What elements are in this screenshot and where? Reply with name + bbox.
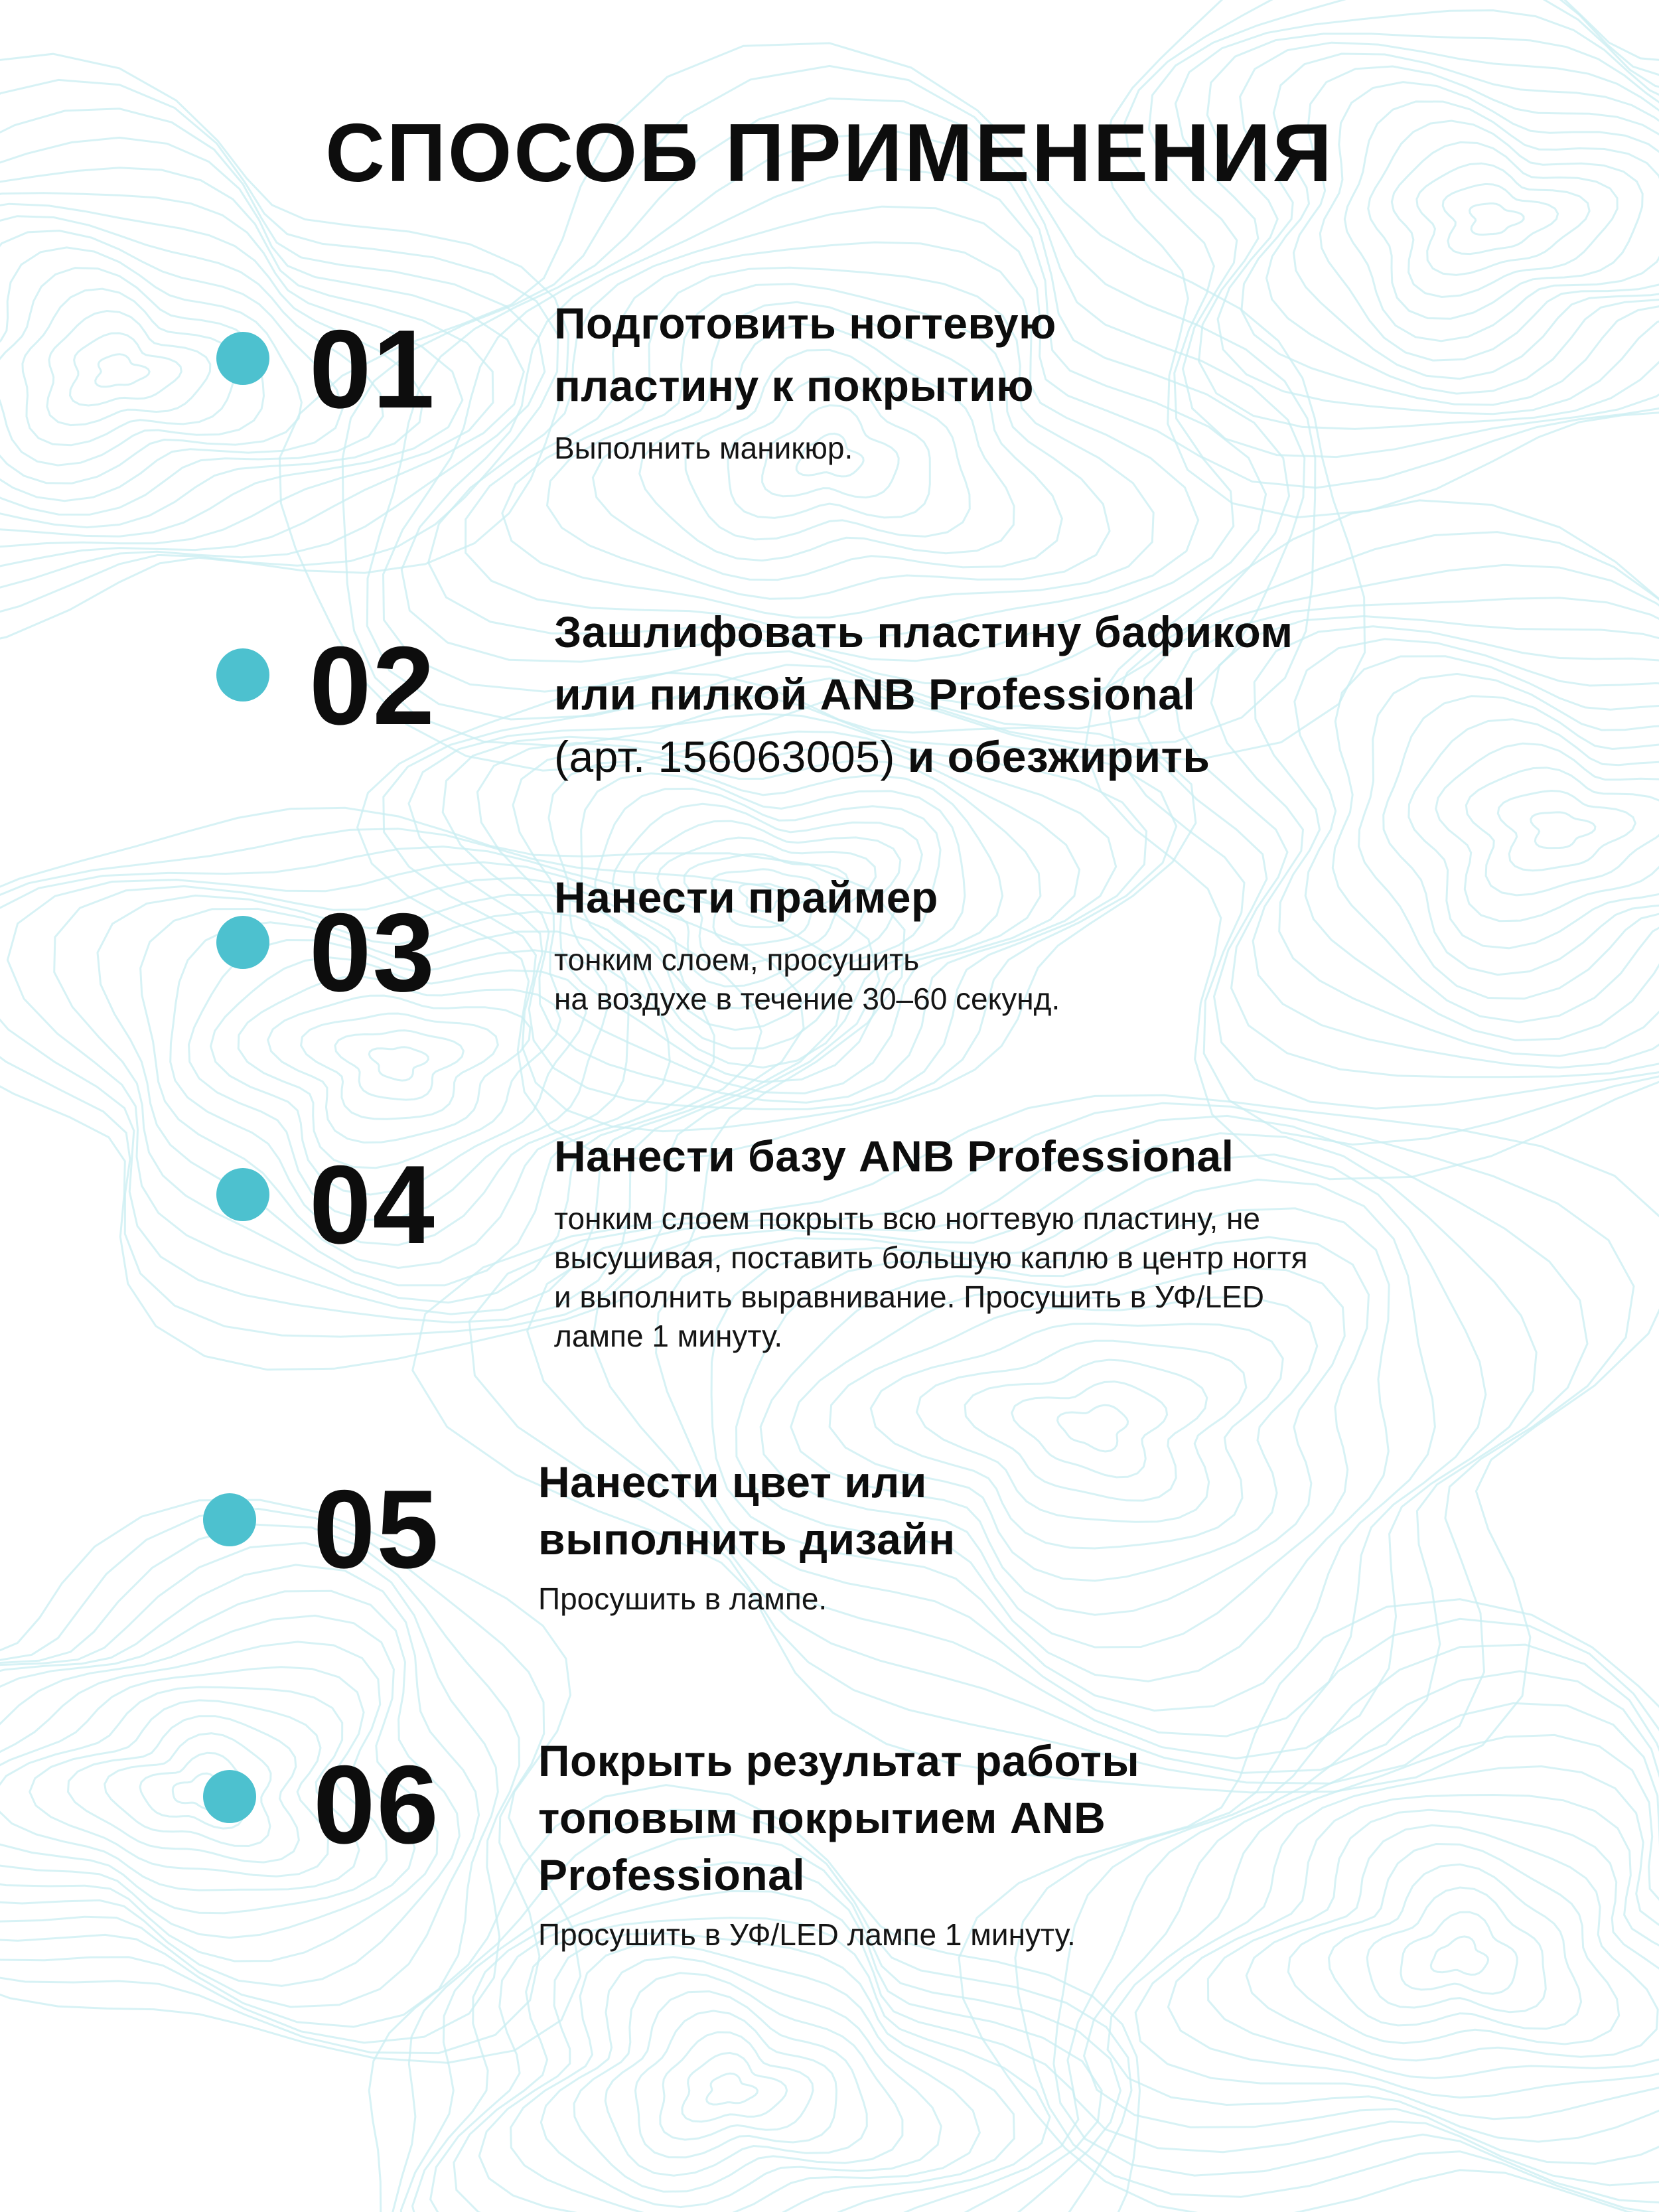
- step-heading-line: [554, 725, 1293, 788]
- contour-line: [605, 1992, 867, 2176]
- contour-line: [1267, 54, 1659, 394]
- contour-line: [301, 1013, 498, 1119]
- step-heading-line: Зашлифовать пластину бафиком: [554, 607, 1293, 656]
- step-heading-line: пластину к покрытию: [554, 361, 1035, 410]
- contour-line: [1295, 639, 1659, 1041]
- step-heading-line: Professional: [538, 1850, 806, 1899]
- step-bullet-icon: [216, 1168, 269, 1221]
- step-bullet-icon: [216, 916, 269, 969]
- contour-line: [1208, 1810, 1659, 2078]
- step-description-line: высушивая, поставить большую каплю в центр ногтя: [554, 1240, 1308, 1275]
- step-bullet-icon: [216, 648, 269, 701]
- step-description: [538, 1915, 1139, 1954]
- step-heading-tail: и обезжирить: [895, 732, 1210, 781]
- step-heading-line: Подготовить ногтевую: [554, 299, 1056, 348]
- step-description-line: и выполнить выравнивание. Просушить в УФ/LED: [554, 1280, 1264, 1314]
- contour-line: [1125, 0, 1659, 488]
- contour-line: [916, 1341, 1246, 1522]
- step-text: [554, 866, 1060, 1019]
- step-heading-line: выполнить дизайн: [538, 1514, 956, 1564]
- step-heading: [554, 866, 1060, 928]
- contour-line: [636, 2011, 837, 2158]
- contour-line: [1012, 1382, 1167, 1477]
- contour-line: [511, 1945, 980, 2212]
- contour-line: [574, 1973, 902, 2192]
- step-number: 05: [313, 1467, 440, 1591]
- article-number: (арт. 156063005): [554, 732, 895, 781]
- step-number: 01: [309, 307, 436, 431]
- step-heading: [554, 292, 1056, 417]
- contour-line: [1531, 812, 1595, 848]
- step-description-line: Выполнить маникюр.: [554, 431, 853, 465]
- contour-line: [1240, 42, 1659, 405]
- contour-line: [0, 231, 342, 501]
- step-bullet-icon: [203, 1493, 256, 1546]
- step-text: [538, 1453, 956, 1619]
- contour-line: [68, 1716, 299, 1862]
- contour-line: [1431, 1937, 1488, 1975]
- contour-line: [660, 2032, 813, 2140]
- step-heading: [538, 1453, 956, 1568]
- contour-line: [1367, 1887, 1546, 2012]
- step-bullet-icon: [216, 332, 269, 385]
- step-description-line: лампе 1 минуту.: [554, 1319, 783, 1353]
- page-title: СПОСОБ ПРИМЕНЕНИЯ: [325, 108, 1334, 199]
- contour-line: [47, 311, 210, 425]
- step-number: 02: [309, 623, 436, 748]
- contour-line: [1254, 627, 1659, 1057]
- contour-line: [23, 289, 236, 445]
- step-description-line: тонким слоем, просушить: [554, 942, 920, 977]
- step-text: [554, 292, 1056, 468]
- contour-line: [268, 995, 530, 1142]
- contour-line: [1384, 696, 1659, 975]
- contour-line: [1409, 719, 1659, 948]
- contour-line: [1359, 674, 1659, 998]
- step-heading-line: Нанести праймер: [554, 873, 938, 922]
- step-description-line: на воздухе в течение 30–60 секунд.: [554, 982, 1060, 1016]
- contour-line: [454, 1918, 1050, 2212]
- contour-line: [682, 2053, 787, 2122]
- contour-line: [335, 1031, 464, 1100]
- step-description-line: Просушить в УФ/LED лампе 1 минуту.: [538, 1917, 1076, 1952]
- step-heading: [554, 1125, 1308, 1187]
- step-description: [554, 940, 1060, 1019]
- step-description: [554, 429, 1056, 468]
- contour-line: [0, 1524, 520, 2043]
- contour-line: [1498, 791, 1635, 871]
- contour-line: [1058, 1405, 1128, 1451]
- contour-line: [1401, 1912, 1517, 1994]
- step-bullet-icon: [203, 1770, 256, 1823]
- step-description-line: Просушить в лампе.: [538, 1582, 828, 1616]
- step-description-line: тонким слоем покрыть всю ногтевую пластину, не: [554, 1201, 1261, 1236]
- contour-line: [96, 354, 150, 387]
- step-description: [554, 1199, 1308, 1356]
- step-number: 04: [309, 1142, 436, 1267]
- step-text: [554, 1125, 1308, 1356]
- contour-line: [1436, 743, 1659, 921]
- step-text: [554, 601, 1293, 788]
- step-heading-line: топовым покрытием ANB: [538, 1793, 1106, 1842]
- contour-line: [0, 1687, 359, 1890]
- step-heading-line: Нанести цвет или: [538, 1457, 927, 1507]
- step-number: 06: [313, 1742, 440, 1867]
- contour-line: [1470, 204, 1524, 235]
- step-heading: [538, 1732, 1139, 1903]
- contour-line: [70, 333, 182, 406]
- contour-line: [0, 1509, 544, 2053]
- step-heading-line: или пилкой ANB Professional: [554, 670, 1196, 719]
- step-heading-line: Нанести базу ANB Professional: [554, 1132, 1234, 1181]
- contour-line: [369, 1047, 428, 1080]
- step-number: 03: [309, 890, 436, 1015]
- step-text: [538, 1732, 1139, 1954]
- step-heading-line: Покрыть результат работы: [538, 1736, 1140, 1785]
- step-heading: [554, 601, 1293, 788]
- contour-line: [707, 2073, 758, 2104]
- contour-line: [965, 1360, 1207, 1501]
- step-description: [538, 1580, 956, 1619]
